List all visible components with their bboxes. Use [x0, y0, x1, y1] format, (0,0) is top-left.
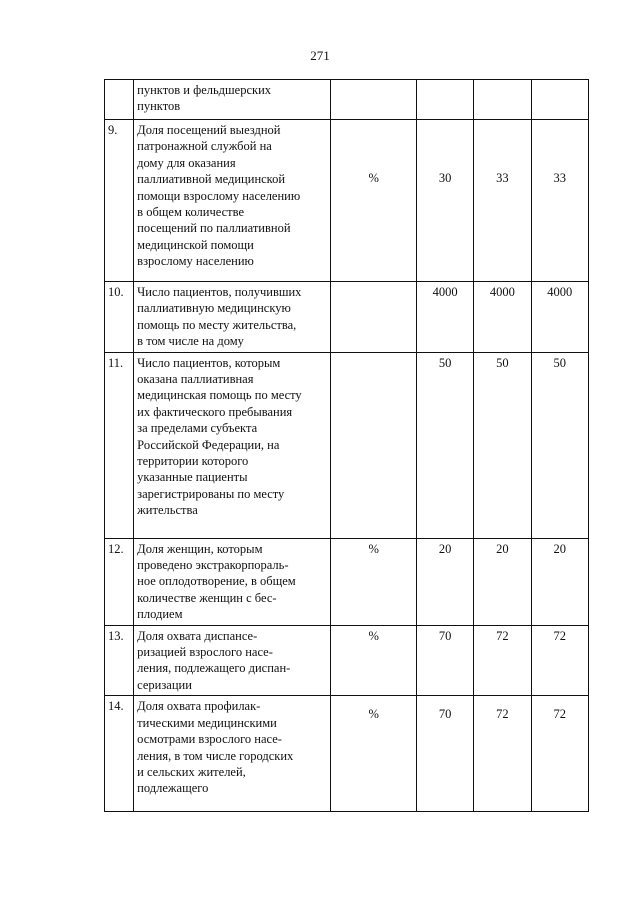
value-cell-v1: 70 [416, 696, 473, 812]
unit-cell [331, 80, 417, 120]
value-cell-v1: 20 [416, 538, 473, 625]
table-row [105, 80, 589, 120]
description-line: их фактического пребывания [137, 404, 293, 419]
description-line: оказана паллиативная [137, 372, 254, 387]
unit-cell [331, 352, 417, 538]
value-cell-v1 [416, 80, 473, 120]
value-cell-v2: 50 [474, 352, 531, 538]
indicator-description [134, 538, 331, 625]
unit-cell [331, 282, 417, 353]
description-line: ризацией взрослого насе- [137, 645, 273, 660]
description-line: ления, в том числе городских [137, 748, 294, 763]
value-cell-v3: 50 [531, 352, 588, 538]
description-line: медицинской помощи [137, 237, 254, 252]
table-row [105, 120, 589, 282]
unit-cell: % [331, 538, 417, 625]
row-number: 12. [105, 538, 134, 625]
value-cell-v2 [474, 80, 531, 120]
unit-cell: % [331, 696, 417, 812]
description-line: Число пациентов, получивших [137, 285, 302, 299]
description-line: количестве женщин с бес- [137, 590, 277, 605]
description-line: плодием [137, 607, 183, 622]
value-cell-v1: 4000 [416, 282, 473, 353]
description-line: патронажной службой на [137, 139, 272, 154]
description-line: медицинская помощь по месту [137, 388, 302, 403]
indicator-description [134, 352, 331, 538]
value-cell-v3 [531, 80, 588, 120]
description-line: жительства [137, 503, 198, 518]
description-line: пунктов и фельдшерских [137, 83, 272, 97]
description-line: проведено экстракорпораль- [137, 558, 289, 573]
description-line: территории которого [137, 454, 249, 469]
description-line: пунктов [137, 99, 181, 114]
description-line: паллиативной медицинской [137, 172, 286, 187]
value-cell-v1: 30 [416, 120, 473, 282]
description-line: Доля посещений выездной [137, 123, 281, 137]
indicator-description [134, 120, 331, 282]
description-line: Доля охвата профилак- [137, 699, 261, 714]
value-cell-v3: 72 [531, 625, 588, 696]
description-line: зарегистрированы по месту [137, 486, 285, 501]
table-row [105, 282, 589, 353]
indicator-description [134, 696, 331, 812]
table-row [105, 696, 589, 812]
description-line: посещений по паллиативной [137, 221, 291, 236]
description-line: тическими медицинскими [137, 715, 277, 730]
description-line: Российской Федерации, на [137, 437, 280, 452]
value-cell-v1: 70 [416, 625, 473, 696]
description-line: Число пациентов, которым [137, 355, 281, 370]
value-cell-v1: 50 [416, 352, 473, 538]
description-line: ления, подлежащего диспан- [137, 661, 291, 676]
row-number: 10. [105, 282, 134, 353]
indicator-description [134, 282, 331, 353]
description-line: осмотрами взрослого насе- [137, 732, 282, 747]
row-number [105, 80, 134, 120]
row-number: 13. [105, 625, 134, 696]
description-line: ное оплодотворение, в общем [137, 574, 296, 589]
indicator-description [134, 80, 331, 120]
unit-cell: % [331, 120, 417, 282]
description-line: серизации [137, 677, 192, 692]
table-row [105, 352, 589, 538]
description-line: взрослому населению [137, 254, 254, 269]
value-cell-v2: 72 [474, 625, 531, 696]
value-cell-v2: 4000 [474, 282, 531, 353]
description-line: за пределами субъекта [137, 421, 258, 436]
description-line: помощи взрослому населению [137, 188, 301, 203]
description-line: и сельских жителей, [137, 764, 246, 779]
row-number: 14. [105, 696, 134, 812]
description-line: дому для оказания [137, 155, 236, 170]
description-line: указанные пациенты [137, 470, 248, 485]
value-cell-v2: 72 [474, 696, 531, 812]
value-cell-v2: 33 [474, 120, 531, 282]
description-line: Доля женщин, которым [137, 541, 263, 556]
value-cell-v3: 72 [531, 696, 588, 812]
value-cell-v2: 20 [474, 538, 531, 625]
description-line: в общем количестве [137, 205, 245, 220]
table-row [105, 625, 589, 696]
unit-cell: % [331, 625, 417, 696]
description-line: Доля охвата диспансе- [137, 628, 258, 643]
row-number: 11. [105, 352, 134, 538]
description-line: паллиативную медицинскую [137, 301, 291, 316]
table-body [105, 80, 589, 812]
description-line: помощь по месту жительства, [137, 317, 297, 332]
value-cell-v3: 4000 [531, 282, 588, 353]
value-cell-v3: 33 [531, 120, 588, 282]
description-line: в том числе на дому [137, 334, 244, 349]
table-row [105, 538, 589, 625]
description-line: подлежащего [137, 781, 209, 796]
value-cell-v3: 20 [531, 538, 588, 625]
indicator-description [134, 625, 331, 696]
indicators-table [104, 79, 589, 812]
row-number: 9. [105, 120, 134, 282]
page-number: 271 [310, 48, 330, 63]
